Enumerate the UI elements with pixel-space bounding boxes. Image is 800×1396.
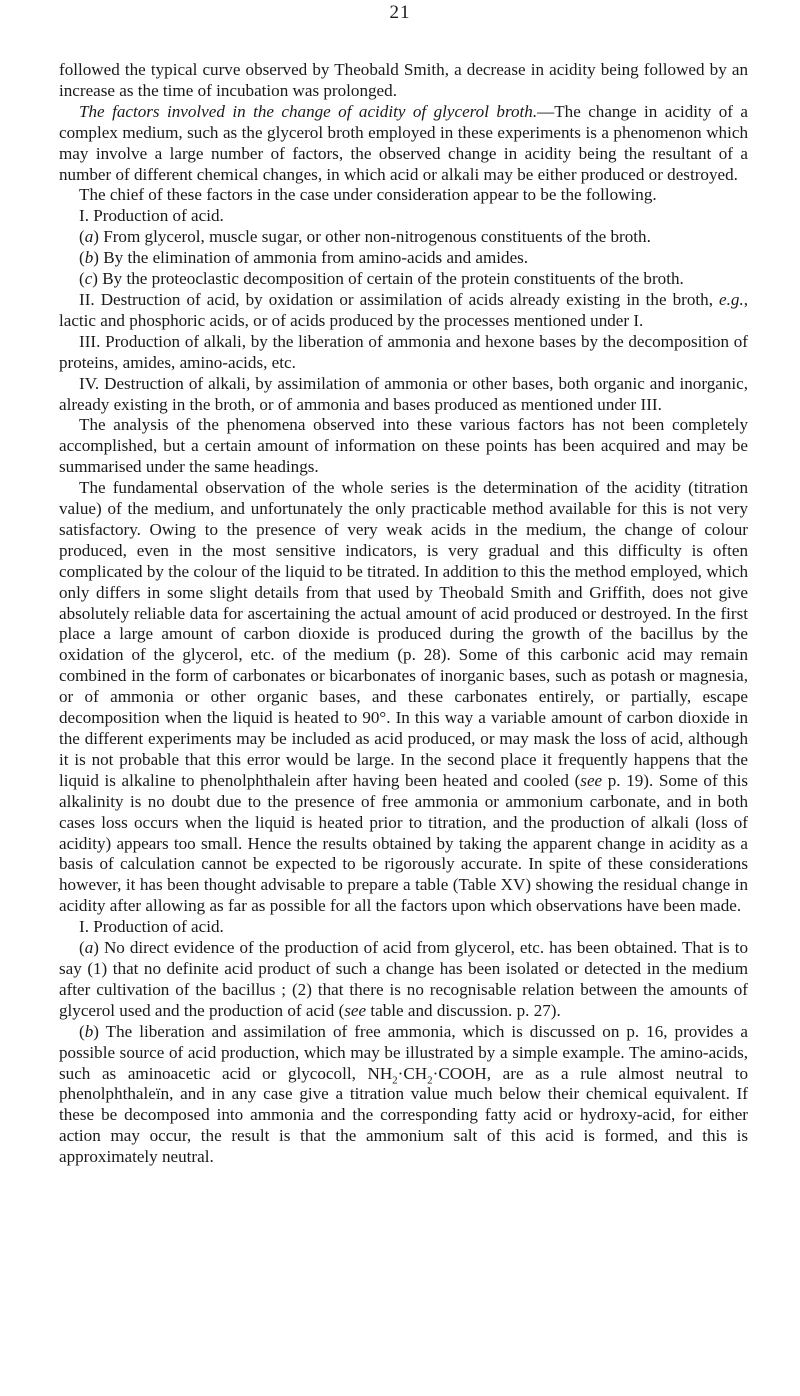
list-heading: I. Production of acid. [79,917,224,937]
list-heading: II. Destruction of acid, by oxidation or assimilation of acids already existing in the broth, e.g., lactic and phosphoric acids, or of acids produced by the processes mentioned under I. [59,289,748,330]
paragraph-text: —The change in acidity of a complex medium, such as the glycerol broth employed in these experiments is a phenomenon which may involve a large number of factors, the observed change in acidity being the resultant of a number of different chemical changes, in which acid or alkali may be either produced or destroyed. [59,101,749,184]
list-heading: I. Production of acid. [79,206,224,226]
paragraph: The fundamental observation of the whole series is the determination of the acidity (titration value) of the medium, and unfortunately the only practicable method available for this is not very satisfactory. Owing to the presence of very weak acids in the medium, the change of colour produced, even in the most sensitive indicators, is very gradual and this difficulty is often complicated by the colour of the liquid to be titrated. In addition to this the method employed, which only differs in some slight details from that used by Theobald Smith and Griffith, does not give absolutely reliable data for ascertaining the actual amount of acid produced or destroyed. In the first place a large amount of carbon dioxide is produced during the growth of the bacillus by the oxidation of the glycerol, etc. of the medium (p. 28). Some of this carbonic acid may remain combined in the form of carbonates or bicarbonates of inorganic bases, such as potash or magnesia, or of ammonia or other organic bases, and these carbonates entirely, or partially, escape decomposition when the liquid is heated to 90°. In this way a variable amount of carbon dioxide in the different experiments may be included as acid produced, or may mask the loss of acid, although it is not probable that this error would be large. In the second place it frequently happens that the liquid is alkaline to phenolphthalein after having been heated and cooled (see p. 19). Some of this alkalinity is no doubt due to the presence of free ammonia or ammonium carbonate, and in both cases loss occurs when the liquid is heated prior to titration, and the production of alkali (loss of acidity) appears too small. Hence the results obtained by taking the apparent change in acidity as a basis of calculation cannot be expected to be rigorously accurate. In spite of these considerations however, it has been thought advisable to prepare a table (Table XV) showing the residual change in acidity after allowing as far as possible for all the factors upon which observations have been made. [59,478,748,916]
paragraph: The analysis of the phenomena observed into these various factors has not been completely accomplished, but a certain amount of information on these points has been acquired and may be summarised under the same headings. [59,415,748,477]
paragraph: The chief of these factors in the case under consideration appear to be the following. [79,185,657,205]
section-heading: The factors involved in the change of acidity of glycerol broth. [79,101,538,121]
list-item: (a) No direct evidence of the production of acid from glycerol, etc. has been obtained. That is to say (1) that no definite acid product of such a change has been isolated or detected in the medium after cultivation of the bacillus ; (2) that there is no recognisable relation between the amounts of glycerol used and the production of acid (see table and discussion. p. 27). [59,938,748,1020]
list-item: (c) By the proteoclastic decomposition of certain of the protein constituents of the broth. [79,269,684,289]
page-number: 21 [389,2,411,23]
list-item: (b) The liberation and assimilation of free ammonia, which is discussed on p. 16, provides a possible source of acid production, which may be illustrated by a simple example. The amino-acids, such as aminoacetic acid or glycocoll, $NH_2\cdot CH_2\cdot COOH$, are as a rule almost neutral to phenolphthaleïn, and in any case give a titration value much below their chemical equivalent. If these be decomposed into ammonia and the corresponding fatty acid or hydroxy-acid, for either action may occur, the result is that the ammonium salt of this acid is formed, and this is approximately neutral. [59,1021,748,1167]
list-item: (b) By the elimination of ammonia from amino-acids and amides. [79,248,529,268]
section-heading-paragraph [59,102,748,186]
list-heading: IV. Destruction of alkali, by assimilation of ammonia or other bases, both organic and inorganic, already existing in the broth, or of ammonia and bases produced as mentioned under III. [59,373,748,414]
paragraph: followed the typical curve observed by Theobald Smith, a decrease in acidity being followed by an increase as the time of incubation was prolonged. [59,60,748,100]
body-text [59,60,748,1168]
list-heading: III. Production of alkali, by the liberation of ammonia and hexone bases by the decomposition of proteins, amides, amino-acids, etc. [59,331,748,372]
list-item: (a) From glycerol, muscle sugar, or other non-nitrogenous constituents of the broth. [79,227,651,247]
